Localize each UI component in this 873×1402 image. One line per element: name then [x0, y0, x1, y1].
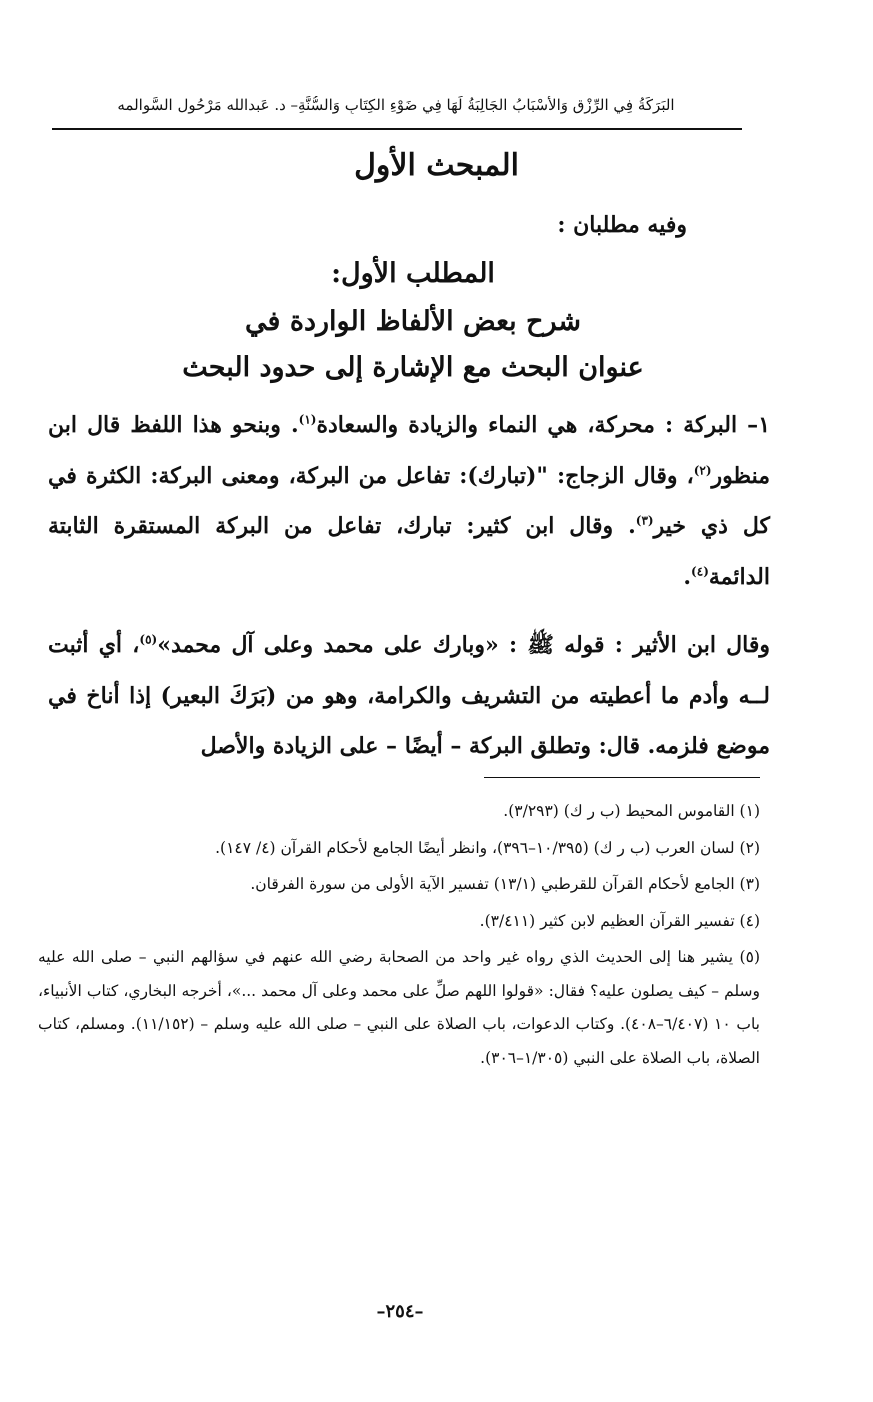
footnote-4: (٤) تفسير القرآن العظيم لابن كثير (٣/٤١١). — [479, 911, 760, 930]
paragraph-1-part-c: ، وقال الزجاج: "(تبارك): تفاعل من البركة، ومعنى البركة: الكثرة في كل ذي خير — [48, 462, 770, 539]
footnote-3: (٣) الجامع لأحكام القرآن للقرطبي (١٣/١) تفسير الآية الأولى من سورة الفرقان. — [250, 875, 760, 893]
page-number: –٢٥٤– — [376, 1301, 424, 1322]
footnote-ref-3: (٣) — [635, 513, 654, 528]
footnote-ref-4: (٤) — [691, 564, 709, 579]
footnote-ref-1: (١) — [298, 412, 317, 427]
chapter-title: المبحث الأول — [354, 148, 519, 183]
paragraph-1-part-a: ١– البركة : محركة، هي النماء والزيادة والسعادة — [316, 412, 771, 438]
paragraph-1-part-e: . — [683, 563, 692, 590]
paragraph-2 — [48, 620, 770, 772]
body-text — [48, 400, 770, 790]
paragraph-2-part-a: وقال ابن الأثير : قوله ﷺ : «وبارك على محمد وعلى آل محمد» — [157, 632, 770, 658]
paragraph-1 — [48, 400, 770, 602]
section-heading-3: عنوان البحث مع الإشارة إلى حدود البحث — [182, 352, 644, 383]
paragraph-1-part-b: . وبنحو هذا اللفظ قال ابن منظور — [48, 412, 770, 489]
footnote-2: (٢) لسان العرب (ب ر ك) (١٠/٣٩٥–٣٩٦)، وانظر أيضًا الجامع لأحكام القرآن (٤/ ١٤٧). — [215, 838, 760, 857]
footnote-ref-2: (٢) — [693, 463, 712, 478]
footnote-ref-5: (٥) — [139, 632, 158, 647]
section-heading-1: المطلب الأول: — [331, 258, 495, 289]
intro-line: وفيه مطلبان : — [557, 212, 687, 238]
footnote-separator — [484, 777, 760, 778]
paragraph-2-part-b: ، أي أثبت لــه وأدم ما أعطيته من التشريف والكرامة، وهو من (بَرَكَ البعير) إذا أناخ في موضع فلزمه. قال: وتطلق البركة – أيضًا – على الزيادة والأصل — [48, 632, 770, 759]
paragraph-1-part-d: . وقال ابن كثير: تبارك، تفاعل من البركة المستقرة الثابتة الدائمة — [48, 513, 770, 590]
running-header: البَرَكَةُ فِي الرِّزْقِ وَالأَسْبَابُ الجَالِبَةُ لَهَا فِي ضَوْءِ الكِتَابِ وَالسُّنَّةِ– د. عَبدالله مَرْحُول السَّوالمه — [117, 96, 675, 114]
footnote-5: (٥) يشير هنا إلى الحديث الذي رواه غير واحد من الصحابة رضي الله عنهم في سؤالهم النبي – صلى الله عليه وسلم – كيف يصلون عليه؟ فقال: «قولوا اللهم صلِّ على محمد وعلى آل محمد ...»، أخرجه البخاري، كتاب الأنبياء، باب ١٠ (٦/٤٠٧–٤٠٨). وكتاب الدعوات، باب الصلاة على النبي – صلى الله عليه وسلم – (١١/١٥٢). ومسلم، كتاب الصلاة، باب الصلاة على النبي (١/٣٠٥–٣٠٦). — [38, 948, 760, 1067]
section-heading-2: شرح بعض الألفاظ الواردة في — [245, 306, 581, 337]
header-rule — [52, 128, 742, 130]
footnotes — [38, 795, 760, 1078]
footnote-1: (١) القاموس المحيط (ب ر ك) (٣/٢٩٣). — [503, 802, 760, 820]
